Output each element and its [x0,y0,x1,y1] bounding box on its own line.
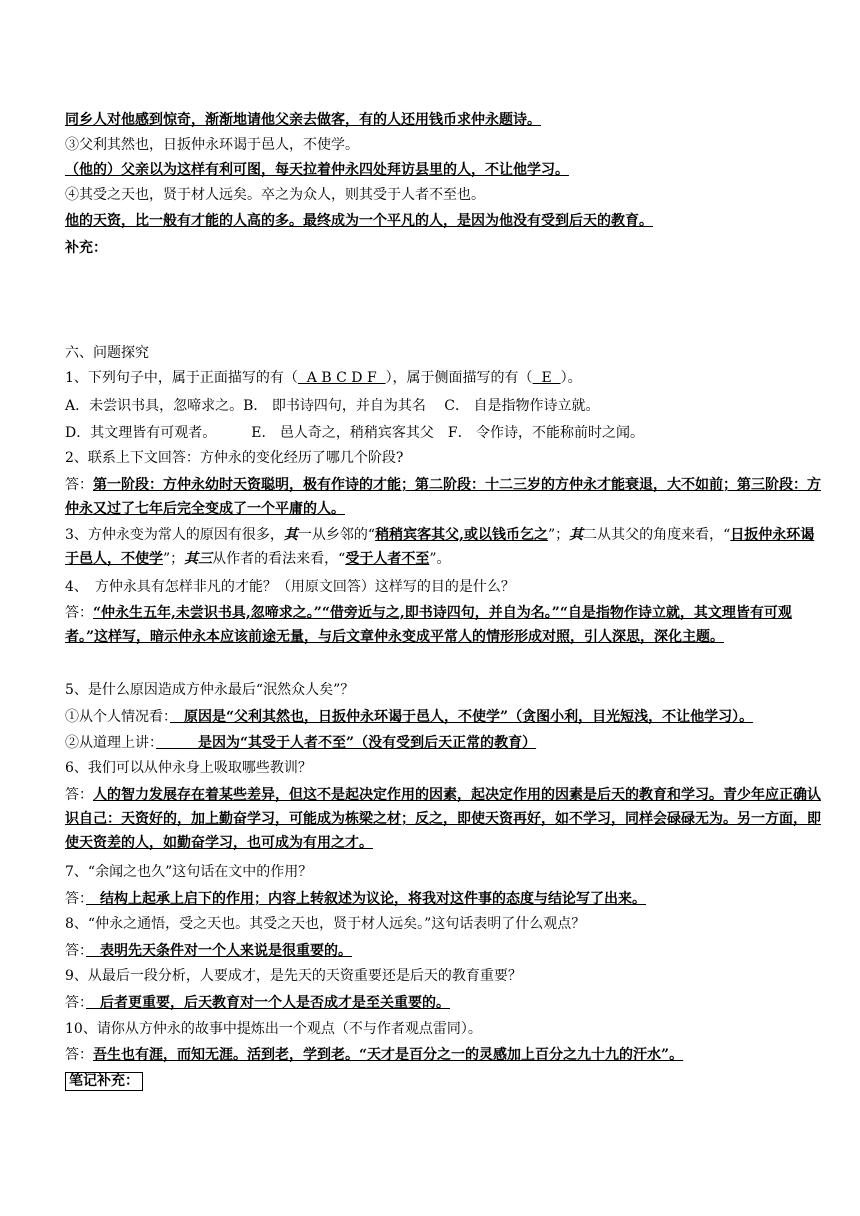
options-line-1: A．未尝识书具，忽啼求之。B． 即书诗四句，并自为其名 C． 自是指物作诗立就。 [65,398,600,414]
question-1: 1、下列句子中，属于正面描写的有（ A B C D F ），属于侧面描写的有（ E ）。 [65,370,582,386]
notes-label: 笔记补充： [65,1072,143,1091]
question-4: 4、 方仲永具有怎样非凡的才能？（用原文回答）这样写的目的是什么？ [65,579,515,595]
options-line-2: D．其文理皆有可观者。 E． 邑人奇之，稍稍宾客其父 F． 令作诗，不能称前时之闻。 [65,425,645,441]
answer-4: 答：“仲永生五年,未尝识书具,忽啼求之。”“借旁近与之,即书诗四句，并自为名。”“自是指物作诗立就，其文理皆有可观者。”这样写，暗示仲永本应该前途无量，与后文章仲永变成平常人的情形形成对照，引人深思，深化主题。 [65,605,792,645]
answer-8: 答： 表明先天条件对一个人来说是很重要的。 [65,943,352,959]
answer-5-reason: ②从道理上讲： 是因为“其受于人者不至”（没有受到后天正常的教育） [65,735,537,751]
classical-line-4: ④其受之天也，贤于材人远矣。卒之为众人，则其受于人者不至也。 [65,187,485,203]
answer-3a: 稍稍宾客其父,或以钱币乞之 [375,527,548,543]
answer-3c: 受于人者不至 [345,551,430,567]
translation-line-4: 他的天资，比一般有才能的人高的多。最终成为一个平凡的人，是因为他没有受到后天的教育。 [65,213,653,229]
question-7: 7、“余闻之也久”这句话在文中的作用？ [65,864,313,880]
question-9: 9、从最后一段分析，人要成才，是先天的天资重要还是后天的教育重要？ [65,968,522,984]
answer-2: 答：第一阶段：方仲永幼时天资聪明，极有作诗的才能；第二阶段：十二三岁的方仲永才能衰退，大不如前；第三阶段：方仲永又过了七年后完全变成了一个平庸的人。 [65,477,821,517]
answer-10: 答：吾生也有涯，而知无涯。活到老，学到老。“天才是百分之一的灵感加上百分之九十九的汗水”。 [65,1047,684,1063]
section-title: 六、问题探究 [65,345,149,361]
answer-5-personal: ①从个人情况看： 原因是“父利其然也，日扳仲永环谒于邑人，不使学”（贪图小利，目光短浅，不让他学习）。 [65,709,754,725]
answer-6: 答：人的智力发展存在着某些差异，但这不是起决定作用的因素，起决定作用的因素是后天的教育和学习。青少年应正确认识自己：天资好的，加上勤奋学习，可能成为栋梁之材；反之，即使天资再好，如不学习，同样会碌碌无为。另一方面，即使天资差的人，如勤奋学习，也可成为有用之才。 [65,787,821,851]
classical-line-3: ③父利其然也，日扳仲永环谒于邑人，不使学。 [65,137,359,153]
notes-box [65,1071,825,1091]
question-3: 3、方仲永变为常人的原因有很多，其一从乡邻的“稍稍宾客其父,或以钱币乞之”；其二从其父的角度来看，“日扳仲永环谒于邑人，不使学”；其三从作者的看法来看，“受于人者不至”。 [65,527,815,567]
answer-7: 答： 结构上起承上启下的作用；内容上转叙述为议论，将我对这件事的态度与结论写了出来。 [65,891,646,907]
translation-line-1: 同乡人对他感到惊奇，渐渐地请他父亲去做客，有的人还用钱币求仲永题诗。 [65,112,541,128]
answer-1a: A B C D F [297,370,386,386]
question-2: 2、联系上下文回答：方仲永的变化经历了哪几个阶段? [65,450,404,466]
answer-9: 答： 后者更重要，后天教育对一个人是否成才是至关重要的。 [65,995,450,1011]
translation-line-3: （他的）父亲以为这样有利可图，每天拉着仲永四处拜访县里的人，不让他学习。 [65,162,569,178]
question-6: 6、我们可以从仲永身上吸取哪些教训？ [65,760,312,776]
question-8: 8、“仲永之通悟，受之天也。其受之天也，贤于材人远矣。”这句话表明了什么观点？ [65,916,586,932]
question-5: 5、是什么原因造成方仲永最后“泯然众人矣”？ [65,682,355,698]
answer-3b: 日扳仲永环谒于邑人，不使学 [65,527,815,567]
question-10: 10、请你从方仲永的故事中提炼出一个观点（不与作者观点雷同）。 [65,1021,482,1037]
supplement-label: 补充： [65,240,107,256]
answer-1b: E [532,370,561,386]
